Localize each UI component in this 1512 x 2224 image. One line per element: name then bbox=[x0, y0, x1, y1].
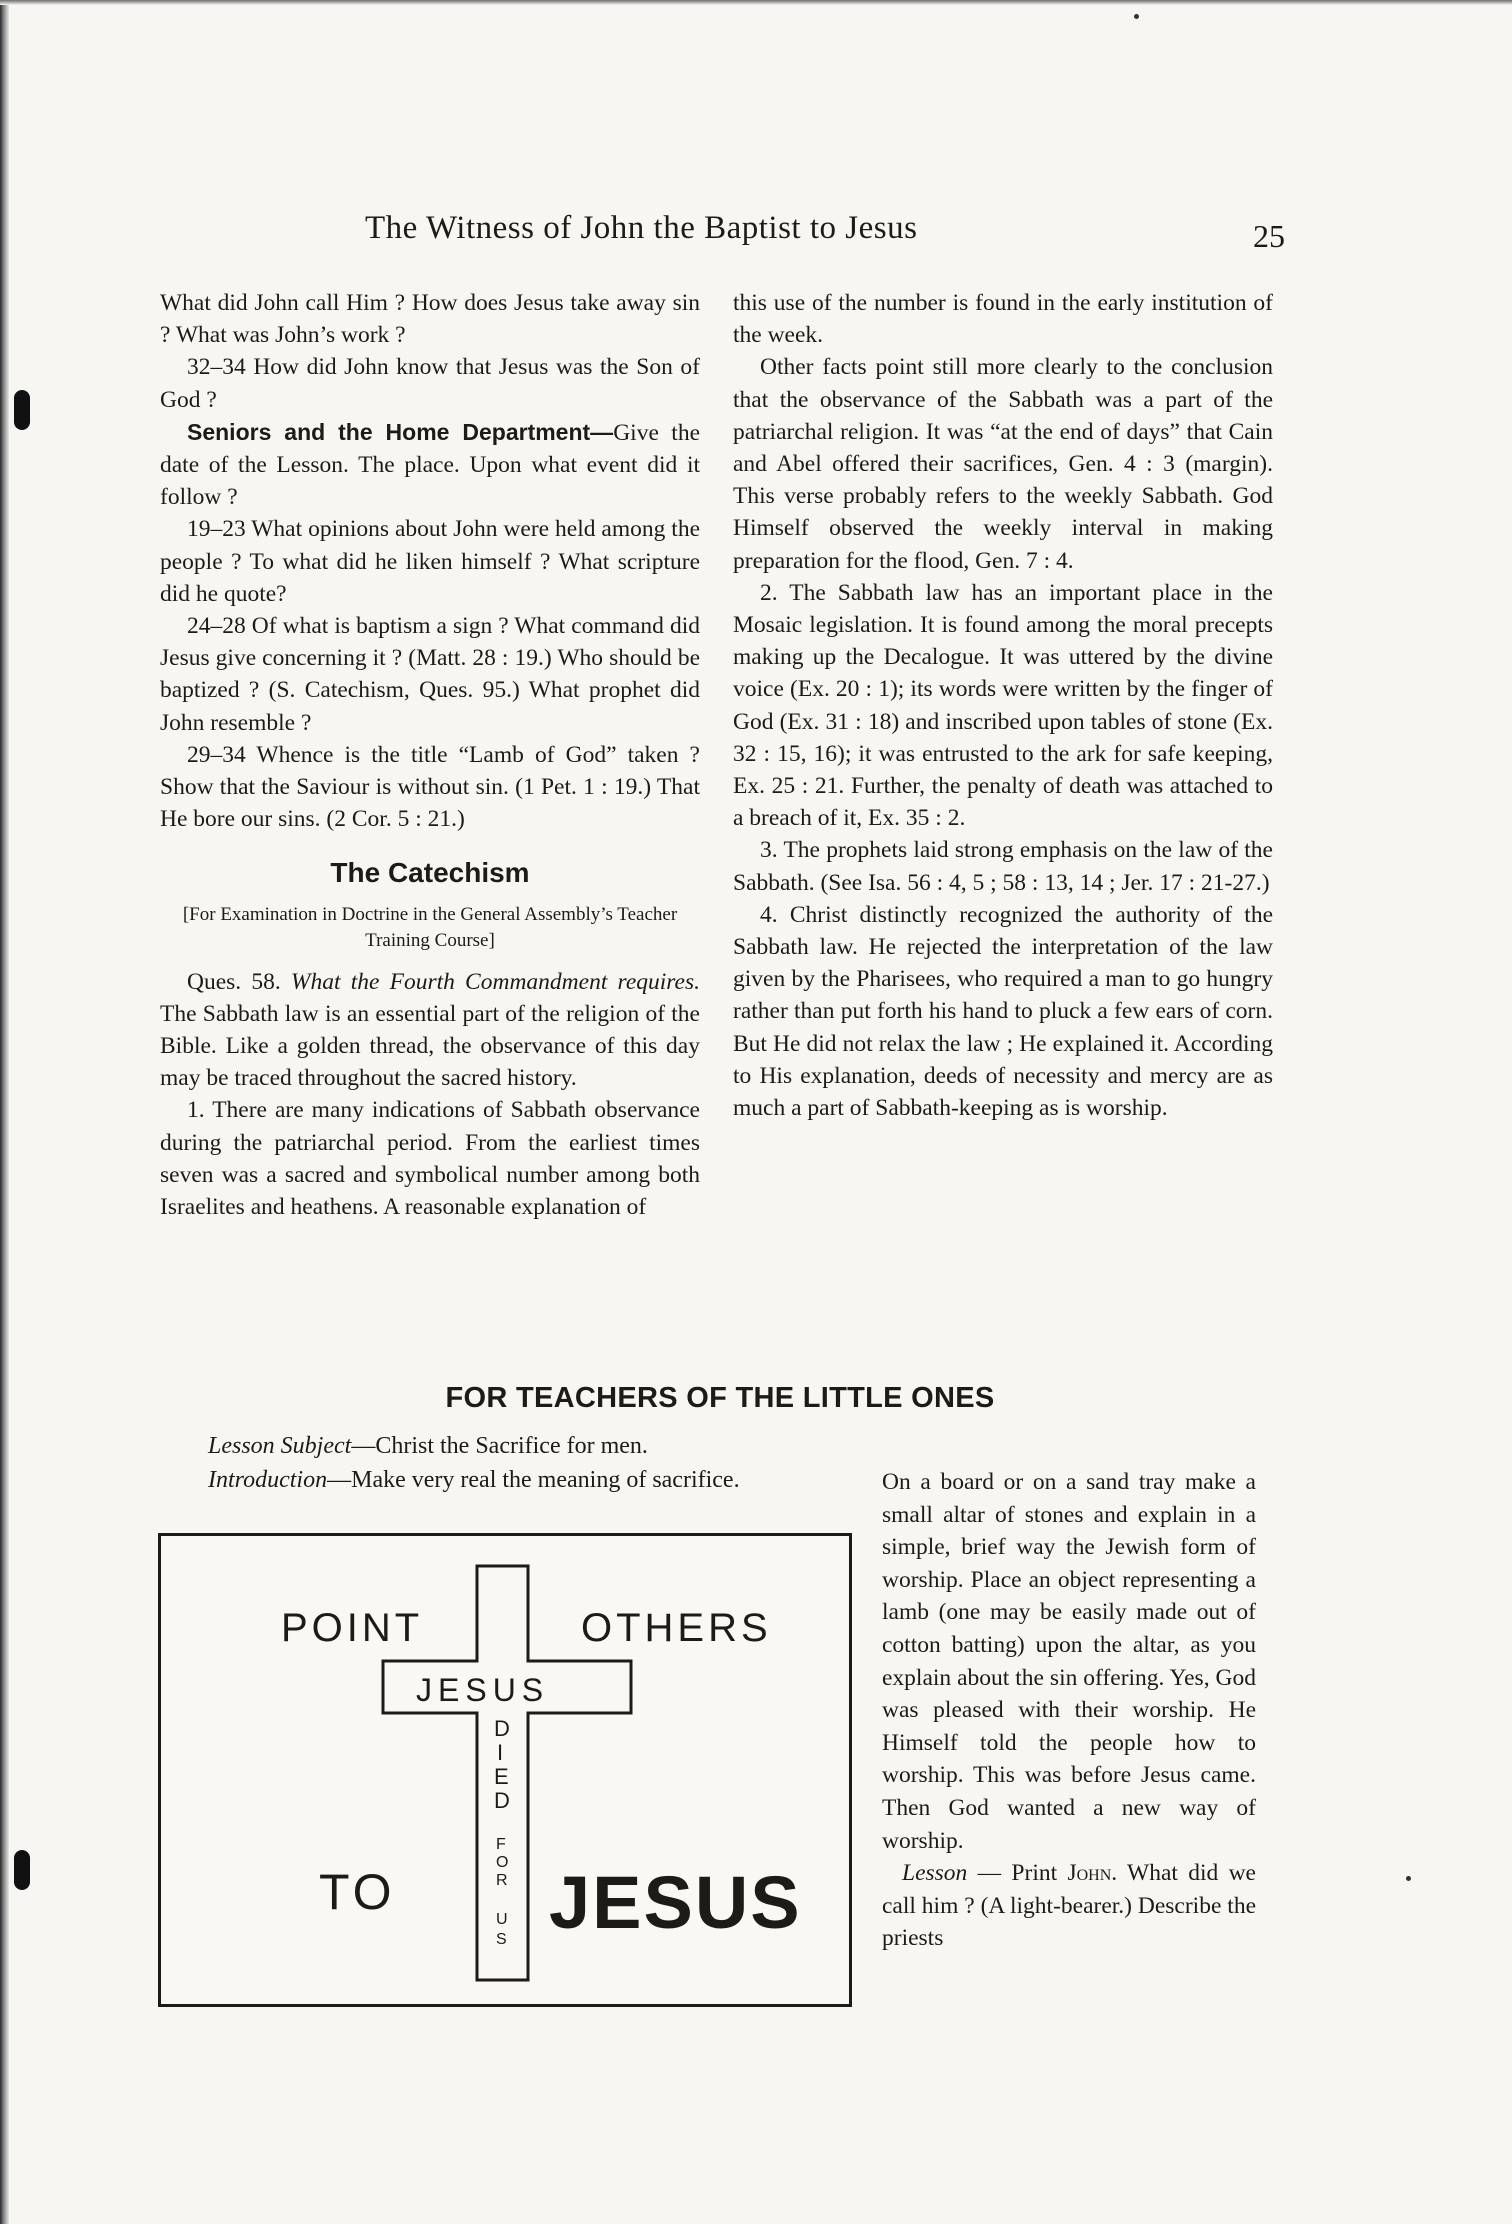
word-to: TO bbox=[319, 1864, 396, 1920]
little-ones-side-column bbox=[882, 1466, 1256, 1955]
paragraph bbox=[160, 416, 700, 514]
paragraph: 3. The prophets laid strong emphasis on the law of the Sabbath. (See Isa. 56 : 4, 5 ; 58 : 13, 14 ; Jer. 17 : 21-27.) bbox=[733, 837, 1273, 896]
blackboard-illustration bbox=[158, 1533, 852, 2007]
page-edge-top bbox=[0, 0, 1512, 5]
running-head bbox=[175, 210, 1285, 260]
word-jesus-small: JESUS bbox=[416, 1672, 550, 1708]
lesson-label: Lesson bbox=[902, 1860, 968, 1887]
paragraph: 24–28 Of what is baptism a sign ? What command did Jesus give concerning it ? (Matt. 28 : 19.) Who should be baptized ? (S. Catechism, Ques. 95.) What prophet did John resemble ? bbox=[160, 613, 700, 736]
paragraph: this use of the number is found in the early institution of the week. bbox=[733, 290, 1273, 349]
intro-text: —Make very real the meaning of sacrifice. bbox=[327, 1467, 740, 1493]
intro-label: Introduction bbox=[208, 1467, 328, 1493]
page-number: 25 bbox=[1253, 218, 1285, 254]
lesson-subject bbox=[208, 1430, 648, 1462]
running-title: The Witness of John the Baptist to Jesus bbox=[365, 210, 918, 246]
paragraph bbox=[882, 1857, 1256, 1955]
page-edge bbox=[0, 0, 9, 2224]
letter-d: D bbox=[494, 1788, 510, 1813]
catechism-note: [For Examination in Doctrine in the General Assembly’s Teacher Training Course] bbox=[182, 903, 678, 951]
paragraph: 32–34 How did John know that Jesus was the Son of God ? bbox=[160, 354, 700, 413]
letter-u: U bbox=[496, 1911, 508, 1928]
introduction-line bbox=[208, 1464, 740, 1496]
paragraph-text: Give the date of the Lesson. The place. Upon what event did it follow ? bbox=[160, 419, 700, 511]
word-jesus-large: JESUS bbox=[549, 1861, 802, 1944]
speck bbox=[1406, 1876, 1411, 1881]
letter-e: E bbox=[494, 1764, 509, 1789]
lesson-text: . What did we call him ? (A light-bearer.) Describe the priests bbox=[882, 1860, 1256, 1952]
paragraph bbox=[160, 966, 700, 1095]
word-others: OTHERS bbox=[581, 1606, 772, 1650]
paragraph: What did John call Him ? How does Jesus take away sin ? What was John’s work ? bbox=[160, 290, 700, 349]
paragraph: 29–34 Whence is the title “Lamb of God” taken ? Show that the Saviour is without sin. (1 Pet. 1 : 19.) That He bore our sins. (2 Cor. 5 : 21.) bbox=[160, 741, 700, 833]
letter-o: O bbox=[496, 1854, 509, 1871]
paragraph: Other facts point still more clearly to the conclusion that the observance of the Sabbath was a part of the patriarchal religion. It was “at the end of days” that Cain and Abel offered their sacrifices, Gen. 4 : 3 (margin). This verse probably refers to the weekly Sabbath. God Himself observed the weekly interval in making preparation for the flood, Gen. 7 : 4. bbox=[733, 354, 1273, 574]
right-column bbox=[733, 287, 1273, 1124]
word-point: POINT bbox=[281, 1606, 424, 1650]
section-heading: Seniors and the Home Department— bbox=[187, 418, 614, 445]
section-heading: FOR TEACHERS OF THE LITTLE ONES bbox=[445, 1382, 995, 1414]
letter-f: F bbox=[496, 1836, 506, 1853]
paragraph-text: The Sabbath law is an essential part of the religion of the Bible. Like a golden thread, the observance of this day may be traced throughout the sacred history. bbox=[160, 1000, 700, 1092]
paragraph: 1. There are many indications of Sabbath observance during the patriarchal period. From the earliest times seven was a sacred and symbolical number among both Israelites and heathens. A reasonable explanation of bbox=[160, 1097, 700, 1221]
question-label: Ques. 58. bbox=[187, 968, 281, 995]
punch-hole bbox=[14, 390, 30, 430]
paragraph: 4. Christ distinctly recognized the authority of the Sabbath law. He rejected the interpretation of the law given by the Pharisees, who required a man to go hungry rather than put forth his hand to pluck a few ears of corn. But He did not relax the law ; He explained it. According to His explanation, deeds of necessity and mercy are as much a part of Sabbath-keeping as is worship. bbox=[733, 901, 1273, 1122]
letter-d: D bbox=[494, 1716, 510, 1741]
lesson-dash: — Print bbox=[967, 1860, 1068, 1887]
letter-s: S bbox=[496, 1931, 507, 1948]
paragraph: On a board or on a sand tray make a small altar of stones and explain in a simple, brief way the Jewish form of worship. Place an object representing a lamb (one may be easily made out of cotton batting) upon the altar, as you explain about the sin offering. Yes, God was pleased with their worship. He Himself told the people how to worship. This was before Jesus came. Then God wanted a new way of worship. bbox=[882, 1469, 1256, 1854]
left-column bbox=[160, 287, 700, 1223]
paragraph: 2. The Sabbath law has an important place in the Mosaic legislation. It is found among the moral precepts making up the Decalogue. It was uttered by the divine voice (Ex. 20 : 1); its words were written by the finger of God (Ex. 31 : 18) and inscribed upon tables of stone (Ex. 32 : 15, 16); it was entrusted to the ark for safe keeping, Ex. 25 : 21. Further, the penalty of death was attached to a breach of it, Ex. 35 : 2. bbox=[733, 579, 1273, 832]
letter-r: R bbox=[496, 1872, 508, 1889]
subject-text: —Christ the Sacrifice for men. bbox=[351, 1433, 648, 1459]
punch-hole bbox=[14, 1850, 30, 1890]
paragraph: 19–23 What opinions about John were held among the people ? To what did he liken himself ? What scripture did he quote? bbox=[160, 516, 700, 607]
question-title: What the Fourth Commandment requires. bbox=[290, 968, 700, 995]
speck bbox=[1134, 14, 1139, 19]
subject-label: Lesson Subject bbox=[208, 1433, 352, 1459]
catechism-title: The Catechism bbox=[330, 857, 530, 889]
lesson-name: John bbox=[1067, 1860, 1112, 1887]
letter-i: I bbox=[497, 1740, 504, 1765]
cross-drawing bbox=[161, 1536, 849, 2004]
